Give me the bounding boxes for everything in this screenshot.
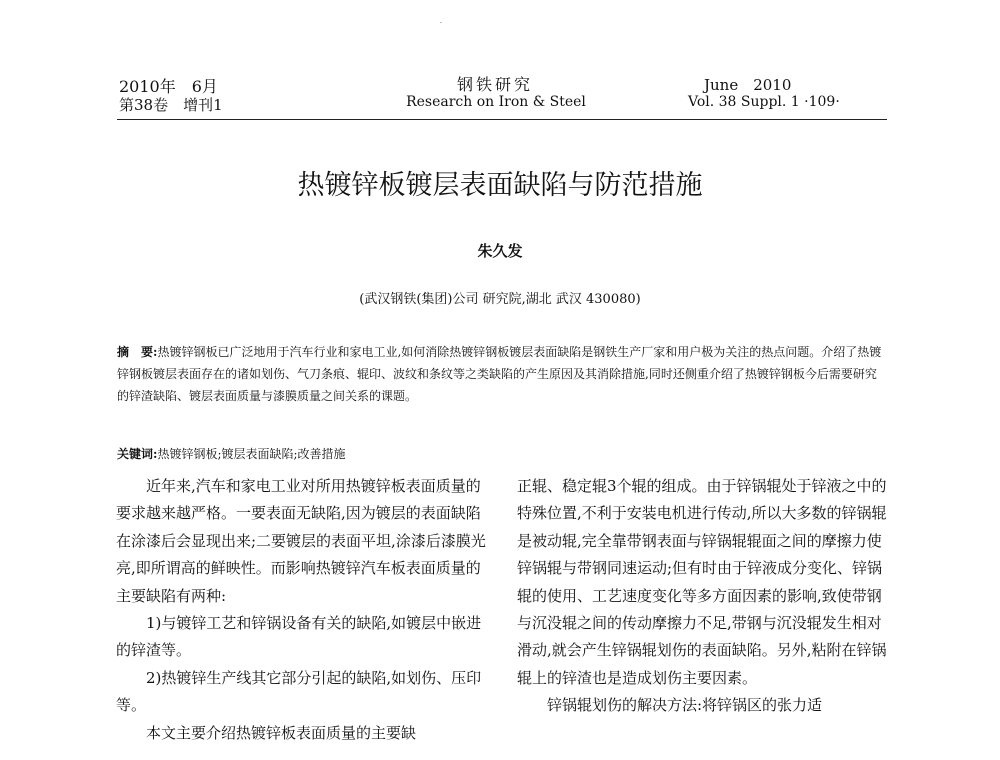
paper-author: 朱久发 (477, 242, 523, 260)
body-paragraph: 本文主要介绍热镀锌板表面质量的主要缺 (146, 723, 417, 742)
journal-volume-cn: 第38卷 增刊1 (119, 96, 223, 114)
body-paragraph: 近年来,汽车和家电工业对所用热镀锌板表面质量的要求越来越严格。一要表面无缺陷,因为镀层的表面缺陷在涂漆后会显现出来;二要镀层的表面平坦,涂漆后漆膜光亮,即所谓高的鲜映性。而影响热镀锌汽车板表面质量的主要缺陷有两种: (116, 477, 486, 605)
keywords-label: 关键词: (117, 447, 158, 461)
journal-name-en: Research on Iron & Steel (406, 94, 586, 110)
body-paragraph: 正辊、稳定辊3个辊的组成。由于锌锅辊处于锌液之中的特殊位置,不利于安装电机进行传动,所以大多数的锌锅辊是被动辊,完全靠带钢表面与锌锅辊辊面之间的摩擦力使锌锅辊与带钢同速运动;但有时由于锌液成分变化、锌锅辊的使用、工艺速度变化等多方面因素的影响,致使带钢与沉没辊之间的传动摩擦力不足,带钢与沉没辊发生相对滑动,就会产生锌锅辊划伤的表面缺陷。另外,粘附在锌锅辊上的锌渣也是造成划伤主要因素。 (517, 477, 887, 687)
body-column-right (517, 473, 889, 720)
header-rule (117, 119, 887, 120)
journal-date: 2010年 6月 (119, 77, 218, 96)
body-paragraph: 锌锅辊划伤的解决方法:将锌锅区的张力适 (547, 696, 823, 715)
abstract (117, 341, 887, 407)
journal-volume-en: Vol. 38 Suppl. 1 ·109· (688, 94, 840, 110)
paper-title: 热镀锌板镀层表面缺陷与防范措施 (297, 170, 703, 201)
body-paragraph: 2)热镀锌生产线其它部分引起的缺陷,如划伤、压印等。 (116, 668, 482, 715)
journal-date-en: June 2010 (704, 76, 792, 94)
journal-name-cn: 钢铁研究 (456, 75, 533, 94)
keywords-text: 热镀锌钢板;镀层表面缺陷;改善措施 (157, 447, 346, 461)
paper-affiliation: (武汉钢铁(集团)公司 研究院,湖北 武汉 430080) (359, 292, 641, 307)
abstract-label: 摘 要: (117, 345, 158, 359)
keywords (117, 445, 346, 462)
body-column-left (116, 473, 488, 747)
scan-speck (440, 22, 442, 23)
abstract-text: 热镀锌钢板已广泛地用于汽车行业和家电工业,如何消除热镀锌钢板镀层表面缺陷是钢铁生产厂家和用户极为关注的热点问题。介绍了热镀锌钢板镀层表面存在的诸如划伤、气刀条痕、辊印、波纹和条纹等之类缺陷的产生原因及其消除措施,同时还侧重介绍了热镀锌钢板今后需要研究的锌渣缺陷、镀层表面质量与漆膜质量之间关系的课题。 (117, 345, 882, 403)
body-paragraph: 1)与镀锌工艺和锌锅设备有关的缺陷,如镀层中嵌进的锌渣等。 (116, 614, 482, 660)
